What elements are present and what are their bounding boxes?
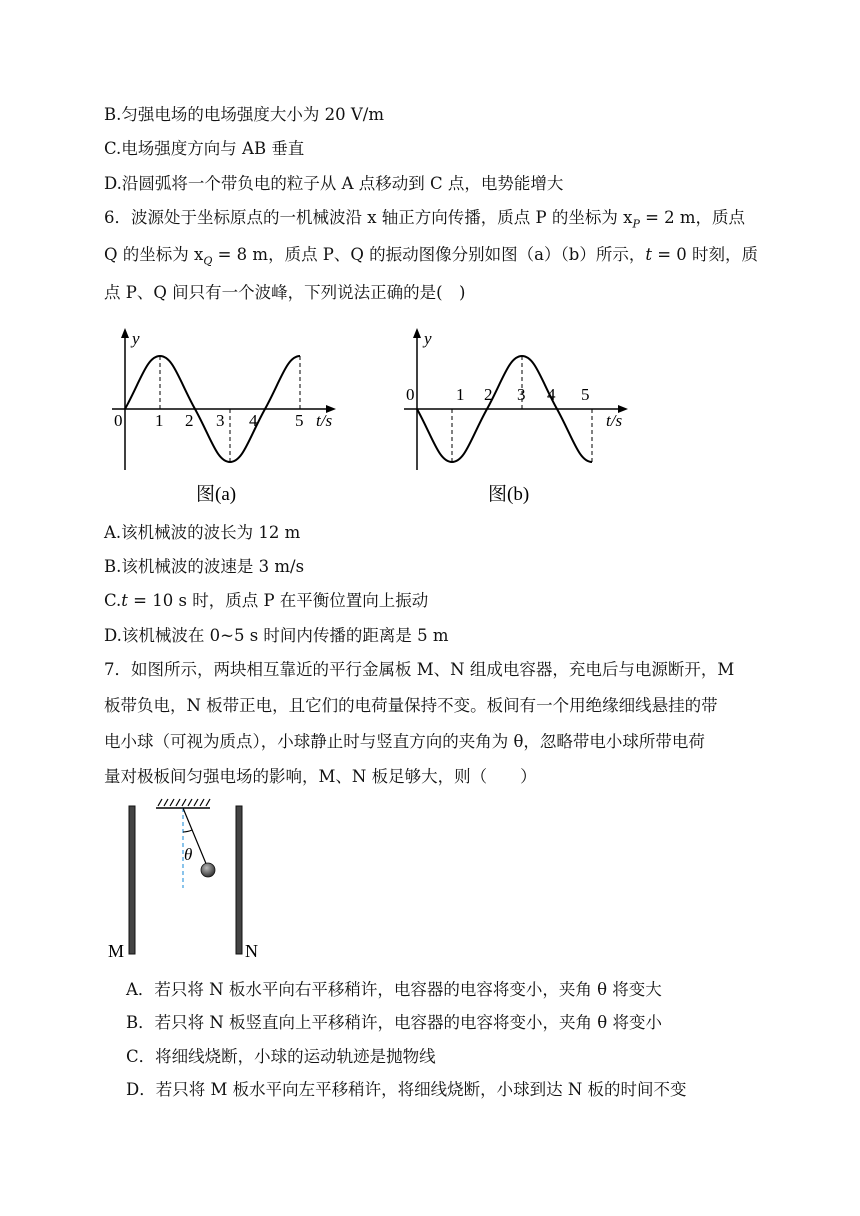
y-label: y xyxy=(424,329,432,348)
x-label: t/s xyxy=(606,411,623,430)
label-m: M xyxy=(108,941,125,961)
tick-1: 1 xyxy=(155,411,164,430)
q7-option-a: A．若只将 N 板水平向右平移稍许，电容器的电容将变小，夹角 θ 将变大 xyxy=(126,980,662,999)
q7-stem-line1: 7．如图所示，两块相互靠近的平行金属板 M、N 组成电容器，充电后与电源断开，M xyxy=(104,660,735,679)
tick-0: 0 xyxy=(406,385,415,404)
q7-stem-line4: 量对极板间匀强电场的影响，M、N 板足够大，则（ ） xyxy=(104,767,537,786)
q5-option-b: B.匀强电场的电场强度大小为 20 V/m xyxy=(104,105,384,124)
q6-option-b: B.该机械波的波速是 3 m/s xyxy=(104,557,305,576)
q6-figure-a xyxy=(104,322,344,512)
tick-0: 0 xyxy=(114,411,123,430)
q6-stem-line1: 6．波源处于坐标原点的一机械波沿 x 轴正方向传播，质点 P 的坐标为 $x_P = 2$ m，质点 xyxy=(104,208,746,231)
tick-2: 2 xyxy=(484,385,493,404)
q6-stem-line2: Q 的坐标为 $x_Q = 8$ m，质点 P、Q 的振动图像分别如图（a）（b）所示，t = 0 时刻，质 xyxy=(104,245,759,268)
charged-ball xyxy=(201,863,215,877)
angle-arc xyxy=(183,830,192,832)
y-axis-arrow xyxy=(413,328,421,338)
tick-2: 2 xyxy=(185,411,194,430)
q6-option-a: A.该机械波的波长为 12 m xyxy=(104,523,301,542)
q6-option-c: C.t = 10 s 时，质点 P 在平衡位置向上振动 xyxy=(104,591,429,610)
x-label: t/s xyxy=(316,411,333,430)
plate-m xyxy=(129,806,135,954)
label-n: N xyxy=(245,941,258,961)
tick-1: 1 xyxy=(456,385,465,404)
tick-3: 3 xyxy=(517,385,526,404)
q5-option-d: D.沿圆弧将一个带负电的粒子从 A 点移动到 C 点，电势能增大 xyxy=(104,174,564,193)
q7-option-c: C．将细线烧断，小球的运动轨迹是抛物线 xyxy=(126,1047,436,1066)
theta-label: θ xyxy=(184,845,193,864)
q7-figure xyxy=(104,796,274,966)
tick-4: 4 xyxy=(249,411,258,430)
q7-option-d: D．若只将 M 板水平向左平移稍许，将细线烧断，小球到达 N 板的时间不变 xyxy=(126,1080,687,1099)
q7-option-b: B．若只将 N 板竖直向上平移稍许，电容器的电容将变小，夹角 θ 将变小 xyxy=(126,1013,662,1032)
q7-stem-line2: 板带负电，N 板带正电，且它们的电荷量保持不变。板间有一个用绝缘细线悬挂的带 xyxy=(104,696,718,715)
tick-4: 4 xyxy=(547,385,556,404)
tick-5: 5 xyxy=(581,385,590,404)
ceiling-hatch xyxy=(158,799,210,806)
q5-option-c: C.电场强度方向与 AB 垂直 xyxy=(104,139,305,158)
tick-5: 5 xyxy=(295,411,304,430)
figure-a-caption: 图(a) xyxy=(196,484,237,505)
q6-stem-line3: 点 P、Q 间只有一个波峰，下列说法正确的是( ) xyxy=(104,283,466,302)
tick-3: 3 xyxy=(216,411,225,430)
plate-n xyxy=(236,806,242,954)
q6-figure-b xyxy=(396,322,636,512)
y-label: y xyxy=(132,329,140,348)
q7-stem-line3: 电小球（可视为质点），小球静止时与竖直方向的夹角为 θ，忽略带电小球所带电荷 xyxy=(104,732,705,751)
q6-option-d: D.该机械波在 0~5 s 时间内传播的距离是 5 m xyxy=(104,626,449,645)
figure-b-caption: 图(b) xyxy=(488,484,530,505)
y-axis-arrow xyxy=(121,328,129,338)
